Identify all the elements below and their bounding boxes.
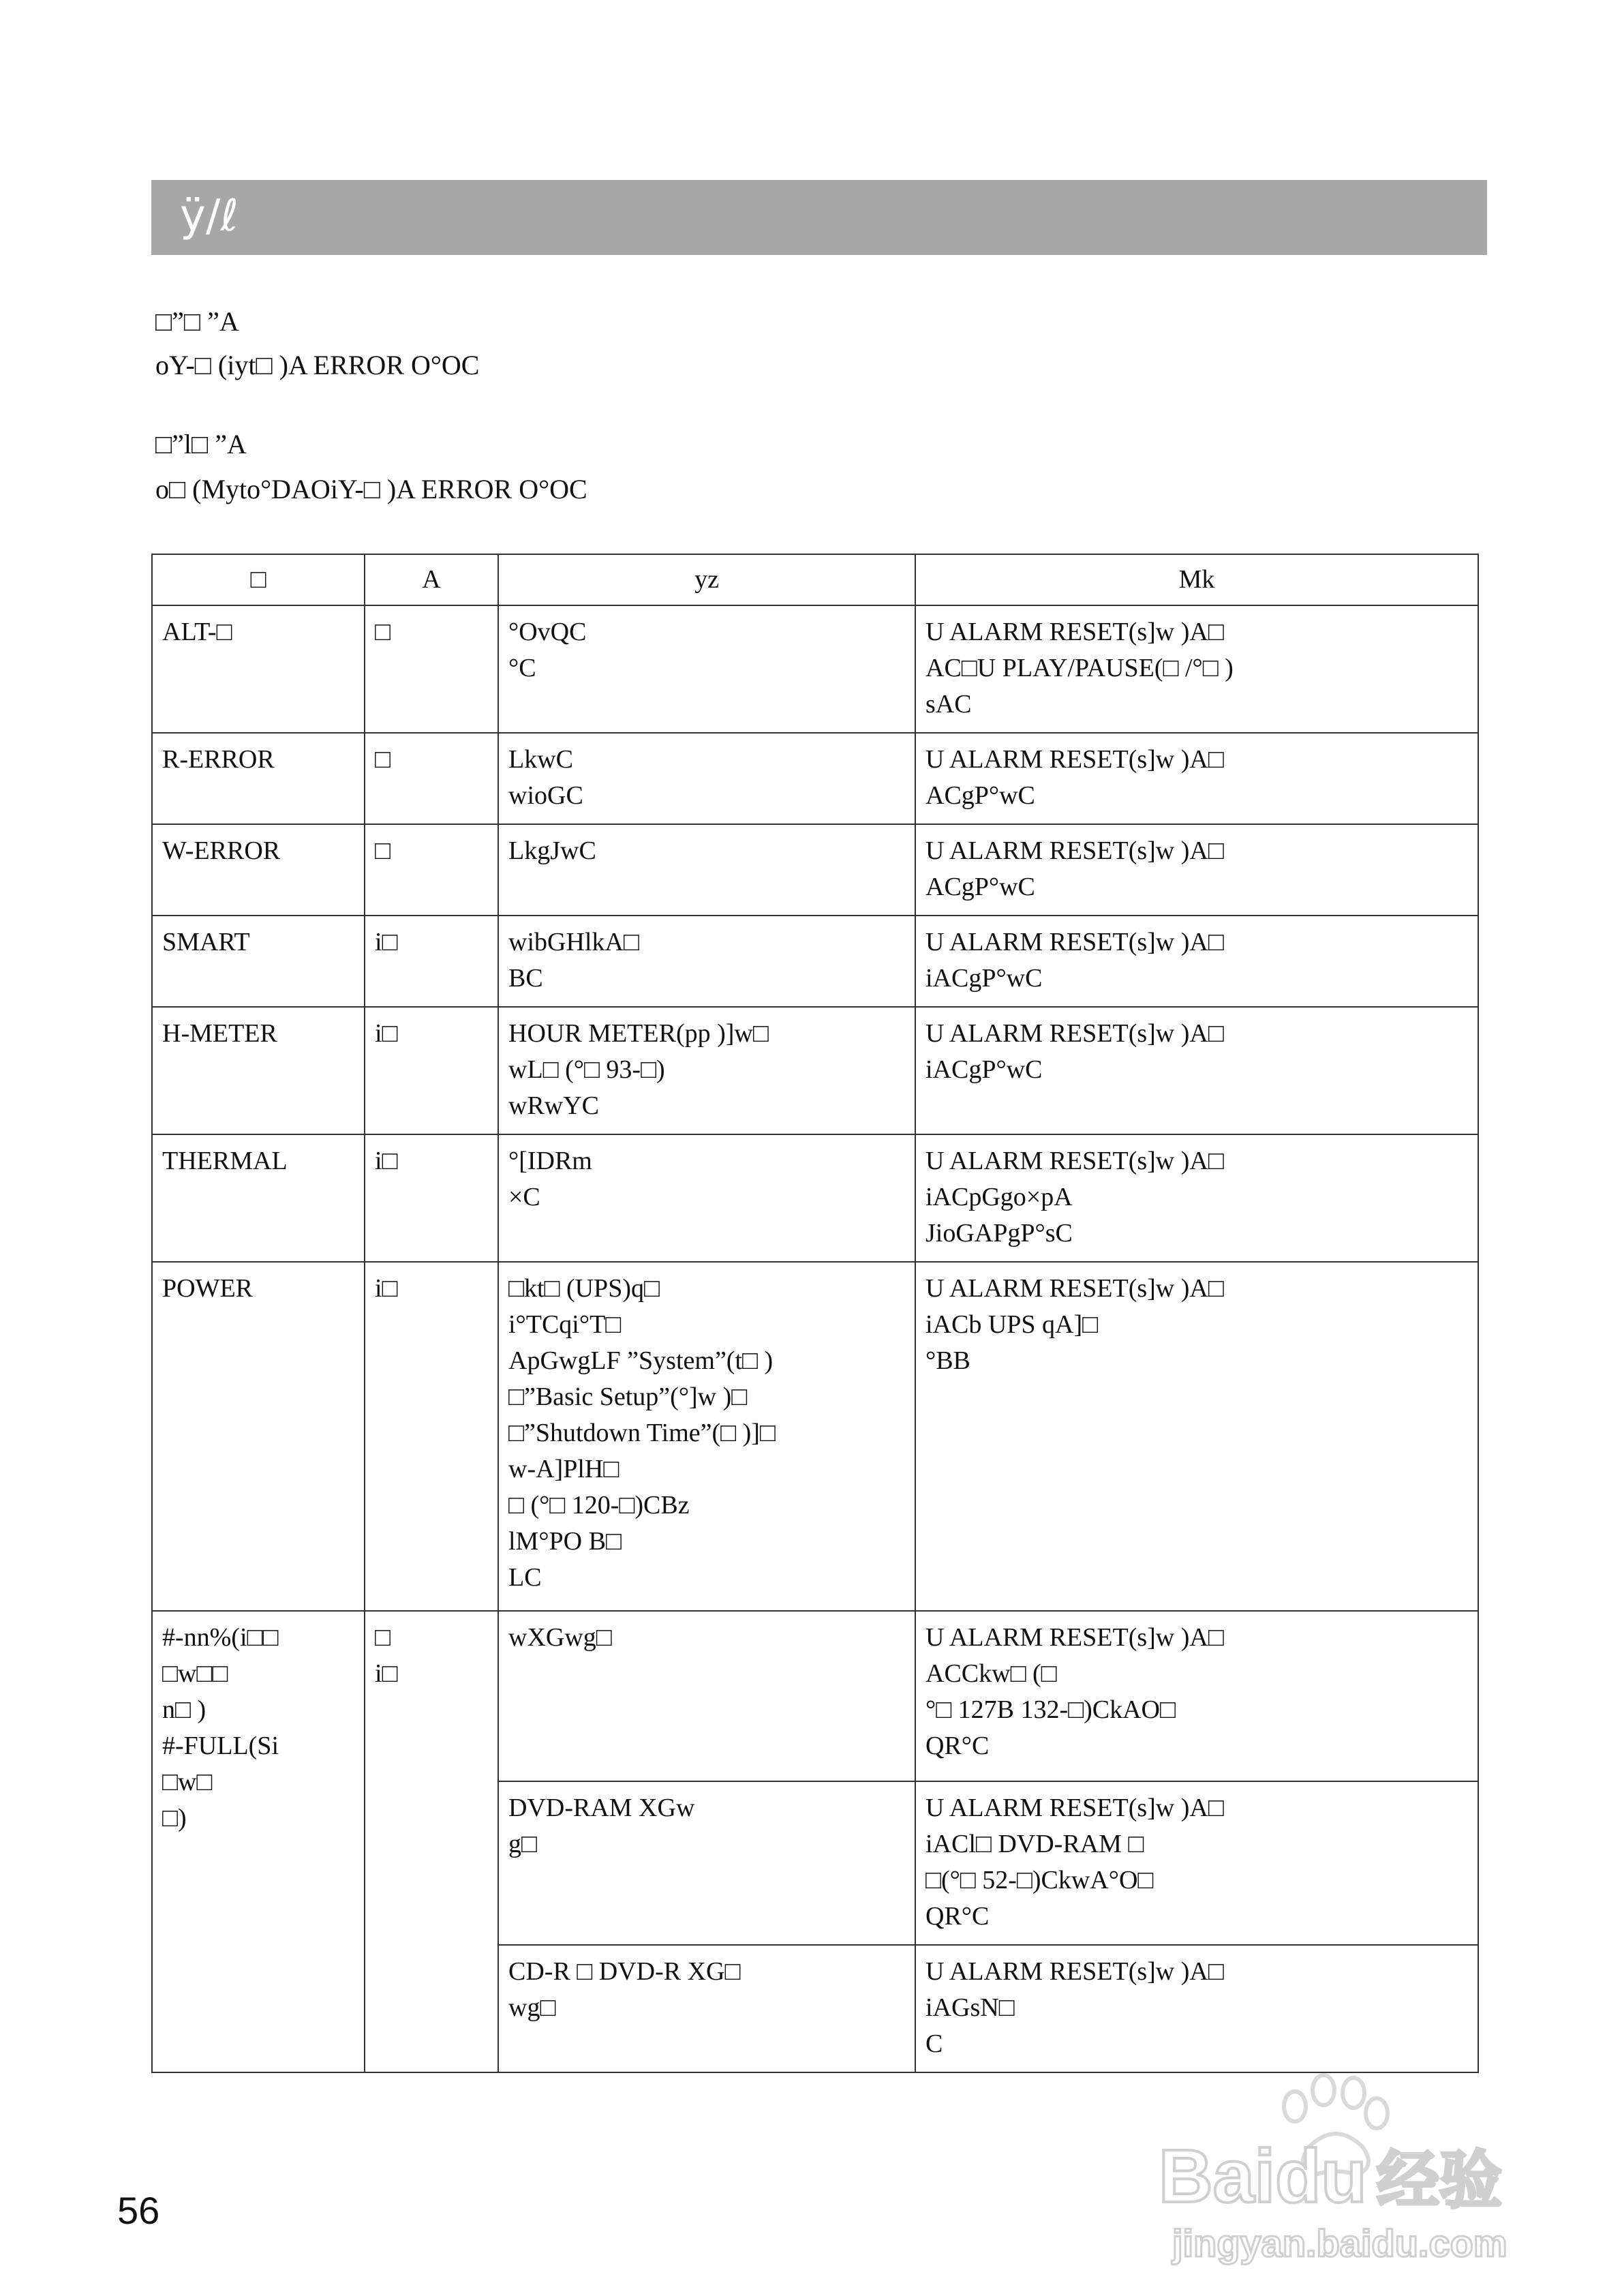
section-header-bar bbox=[151, 180, 1487, 255]
note-2-line-1: □”l□ ”A bbox=[155, 429, 247, 459]
error-action: U ALARM RESET(s]w )A□ iACgP°wC bbox=[915, 1007, 1478, 1134]
error-level: i□ bbox=[365, 916, 498, 1007]
watermark-cn: 经验 bbox=[1377, 2144, 1503, 2217]
error-action: U ALARM RESET(s]w )A□ iAGsN□ C bbox=[915, 1945, 1478, 2072]
error-action: U ALARM RESET(s]w )A□ iACgP°wC bbox=[915, 916, 1478, 1007]
error-action: U ALARM RESET(s]w )A□ iACb UPS qA]□ °BB bbox=[915, 1262, 1478, 1611]
error-level: □ bbox=[365, 733, 498, 824]
header-level: A bbox=[365, 554, 498, 605]
error-cause: DVD-RAM XGw g□ bbox=[498, 1781, 915, 1945]
error-level: i□ bbox=[365, 1007, 498, 1134]
error-cause: CD-R □ DVD-R XG□ wg□ bbox=[498, 1945, 915, 2072]
header-code: □ bbox=[152, 554, 365, 605]
error-table bbox=[151, 554, 1479, 2073]
error-cause: LkwC wioGC bbox=[498, 733, 915, 824]
error-cause: wibGHlkA□ BC bbox=[498, 916, 915, 1007]
page-number: 56 bbox=[117, 2189, 160, 2232]
table-row bbox=[152, 605, 1478, 733]
error-level: □ i□ bbox=[365, 1611, 498, 2072]
error-code: POWER bbox=[152, 1262, 365, 1611]
table-row bbox=[152, 916, 1478, 1007]
error-action: U ALARM RESET(s]w )A□ iACpGgo×pA JioGAPgP°sC bbox=[915, 1134, 1478, 1262]
error-level: i□ bbox=[365, 1262, 498, 1611]
error-level: i□ bbox=[365, 1134, 498, 1262]
note-1-line-2: oY-□ (iyt□ )A ERROR O°OC bbox=[155, 350, 480, 380]
error-cause: □kt□ (UPS)q□ i°TCqi°T□ ApGwgLF ”System”(t□ ) □”Basic Setup”(°]w )□ □”Shutdown Time”(□ )]□ w-A]PlH□ □ (°□ 120-□)CBz lM°PO B□ LC bbox=[498, 1262, 915, 1611]
table-row bbox=[152, 824, 1478, 916]
baidu-jingyan-watermark bbox=[1152, 2066, 1533, 2270]
error-action: U ALARM RESET(s]w )A□ ACCkw□ (□ °□ 127B 132-□)CkAO□ QR°C bbox=[915, 1611, 1478, 1781]
error-cause: wXGwg□ bbox=[498, 1611, 915, 1781]
error-cause: °OvQC °C bbox=[498, 605, 915, 733]
error-level: □ bbox=[365, 824, 498, 916]
header-action: Mk bbox=[915, 554, 1478, 605]
error-code: #-nn%(i□□ □w□□ n□ ) #-FULL(Si □w□ □) bbox=[152, 1611, 365, 2072]
header-cause: yz bbox=[498, 554, 915, 605]
note-2-line-2: o□ (Myto°DAOiY-□ )A ERROR O°OC bbox=[155, 474, 587, 504]
table-header-row bbox=[152, 554, 1478, 605]
error-cause: HOUR METER(pp )]w□ wL□ (°□ 93-□) wRwYC bbox=[498, 1007, 915, 1134]
table-row bbox=[152, 1007, 1478, 1134]
table-row bbox=[152, 1134, 1478, 1262]
error-code: W-ERROR bbox=[152, 824, 365, 916]
error-action: U ALARM RESET(s]w )A□ ACgP°wC bbox=[915, 733, 1478, 824]
error-action: U ALARM RESET(s]w )A□ AC□U PLAY/PAUSE(□ /°□ ) sAC bbox=[915, 605, 1478, 733]
error-code: THERMAL bbox=[152, 1134, 365, 1262]
error-code: R-ERROR bbox=[152, 733, 365, 824]
table-row bbox=[152, 1611, 1478, 1781]
note-1-line-1: □”□ ”A bbox=[155, 306, 239, 337]
error-cause: LkgJwC bbox=[498, 824, 915, 916]
error-code: ALT-□ bbox=[152, 605, 365, 733]
error-action: U ALARM RESET(s]w )A□ iACl□ DVD-RAM □ □(°□ 52-□)CkwA°O□ QR°C bbox=[915, 1781, 1478, 1945]
error-level: □ bbox=[365, 605, 498, 733]
error-cause: °[IDRm ×C bbox=[498, 1134, 915, 1262]
error-action: U ALARM RESET(s]w )A□ ACgP°wC bbox=[915, 824, 1478, 916]
table-row bbox=[152, 1262, 1478, 1611]
table-row bbox=[152, 733, 1478, 824]
error-code: SMART bbox=[152, 916, 365, 1007]
watermark-brand: Baidu bbox=[1159, 2134, 1367, 2218]
section-title: ÿ/ℓ bbox=[180, 191, 239, 241]
error-code: H-METER bbox=[152, 1007, 365, 1134]
watermark-url: jingyan.baidu.com bbox=[1172, 2222, 1508, 2265]
